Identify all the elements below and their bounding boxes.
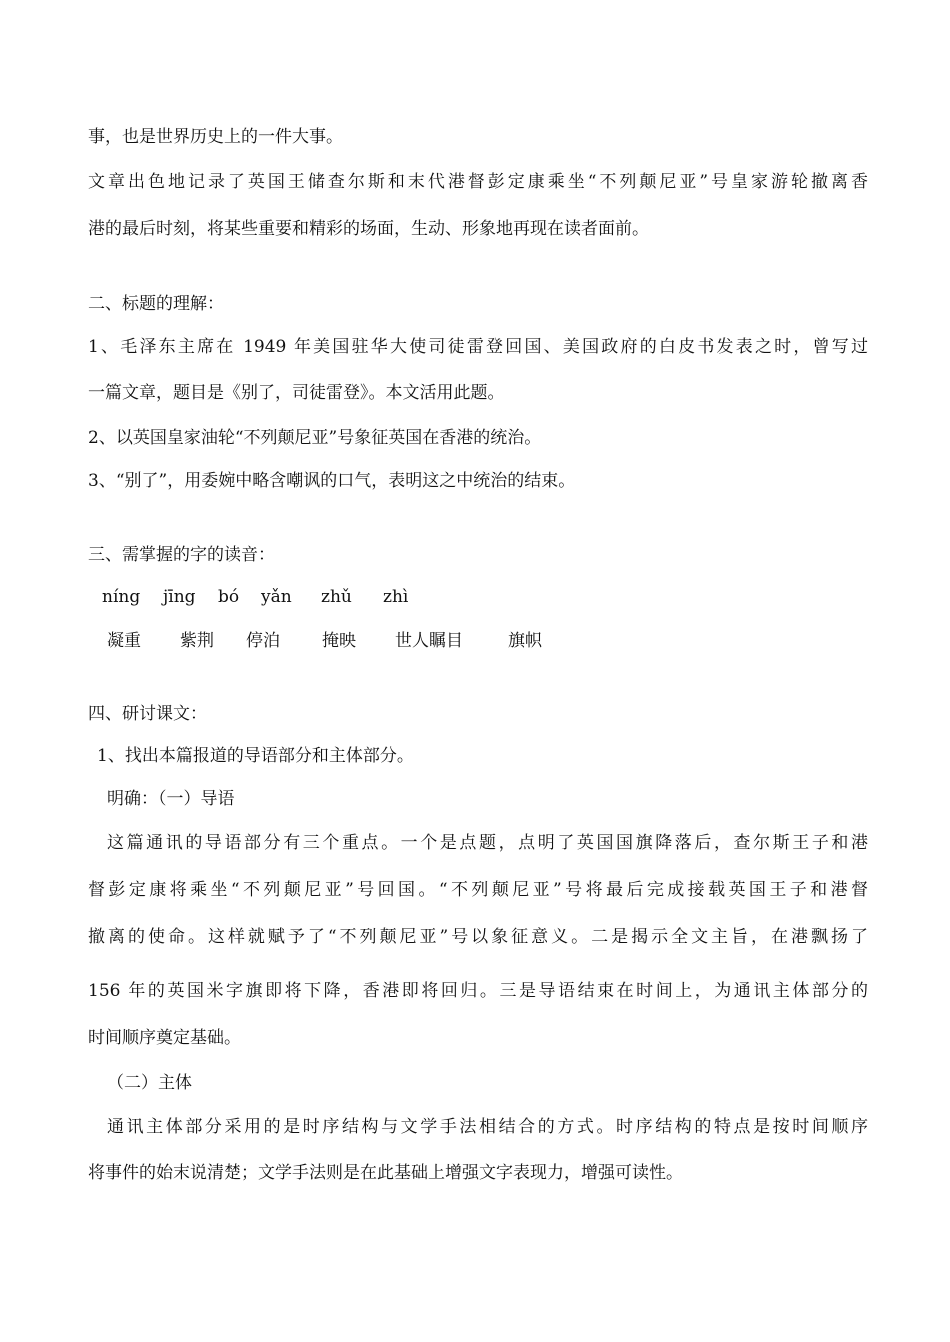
section-2-heading: 二、标题的理解： bbox=[88, 294, 224, 314]
body-paragraph-line-1: 通讯主体部分采用的是时序结构与文学手法相结合的方式。时序结构的特点是按时间顺序 bbox=[107, 1117, 868, 1137]
vocabulary-word: 凝重 bbox=[107, 631, 141, 651]
lead-paragraph-line-1: 这篇通讯的导语部分有三个重点。一个是点题，点明了英国国旗降落后，查尔斯王子和港 bbox=[107, 833, 868, 853]
body-paragraph-line-2: 将事件的始末说清楚；文学手法则是在此基础上增强文字表现力，增强可读性。 bbox=[88, 1163, 683, 1183]
vocabulary-row bbox=[0, 630, 950, 652]
intro-paragraph-line-2: 港的最后时刻，将某些重要和精彩的场面，生动、形象地再现在读者面前。 bbox=[88, 219, 649, 239]
lead-paragraph-line-2: 督彭定康将乘坐“不列颠尼亚”号回国。“不列颠尼亚”号将最后完成接载英国王子和港督 bbox=[88, 880, 868, 900]
vocabulary-word: 世人瞩目 bbox=[395, 631, 463, 651]
body-heading: （二）主体 bbox=[107, 1073, 192, 1093]
section-2-item-2: 2、以英国皇家油轮“不列颠尼亚”号象征英国在香港的统治。 bbox=[88, 428, 542, 448]
section-2-item-1-line-1: 1、毛泽东主席在 1949 年美国驻华大使司徒雷登回国、美国政府的白皮书发表之时，曾写过 bbox=[88, 337, 868, 357]
section-2-item-1-line-2: 一篇文章，题目是《别了，司徒雷登》。本文活用此题。 bbox=[88, 383, 505, 403]
pinyin-item: jīng bbox=[163, 587, 196, 607]
section-4-heading: 四、研讨课文： bbox=[88, 704, 207, 724]
section-4-question-1: 1、找出本篇报道的导语部分和主体部分。 bbox=[97, 746, 414, 766]
lead-paragraph-line-5: 时间顺序奠定基础。 bbox=[88, 1028, 241, 1048]
section-3-heading: 三、需掌握的字的读音： bbox=[88, 545, 275, 565]
section-2-item-3: 3、“别了”，用委婉中略含嘲讽的口气，表明这之中统治的结束。 bbox=[88, 471, 576, 491]
pinyin-item: zhì bbox=[383, 587, 409, 607]
intro-line-1: 事，也是世界历史上的一件大事。 bbox=[88, 127, 343, 147]
vocabulary-word: 掩映 bbox=[322, 631, 356, 651]
pinyin-item: níng bbox=[102, 587, 141, 607]
lead-paragraph-line-3: 撤离的使命。这样就赋予了“不列颠尼亚”号以象征意义。二是揭示全文主旨，在港飘扬了 bbox=[88, 927, 868, 947]
lead-paragraph-line-4: 156 年的英国米字旗即将下降，香港即将回归。三是导语结束在时间上，为通讯主体部分的 bbox=[88, 981, 868, 1001]
intro-paragraph-line-1: 文章出色地记录了英国王储查尔斯和末代港督彭定康乘坐“不列颠尼亚”号皇家游轮撤离香 bbox=[88, 172, 868, 192]
vocabulary-word: 停泊 bbox=[246, 631, 280, 651]
pinyin-item: yǎn bbox=[261, 587, 292, 607]
pinyin-row bbox=[0, 586, 950, 608]
vocabulary-word: 紫荆 bbox=[180, 631, 214, 651]
answer-lead-heading: 明确：（一）导语 bbox=[107, 789, 235, 809]
vocabulary-word: 旗帜 bbox=[508, 631, 542, 651]
pinyin-item: bó bbox=[218, 587, 240, 607]
pinyin-item: zhǔ bbox=[321, 587, 352, 607]
